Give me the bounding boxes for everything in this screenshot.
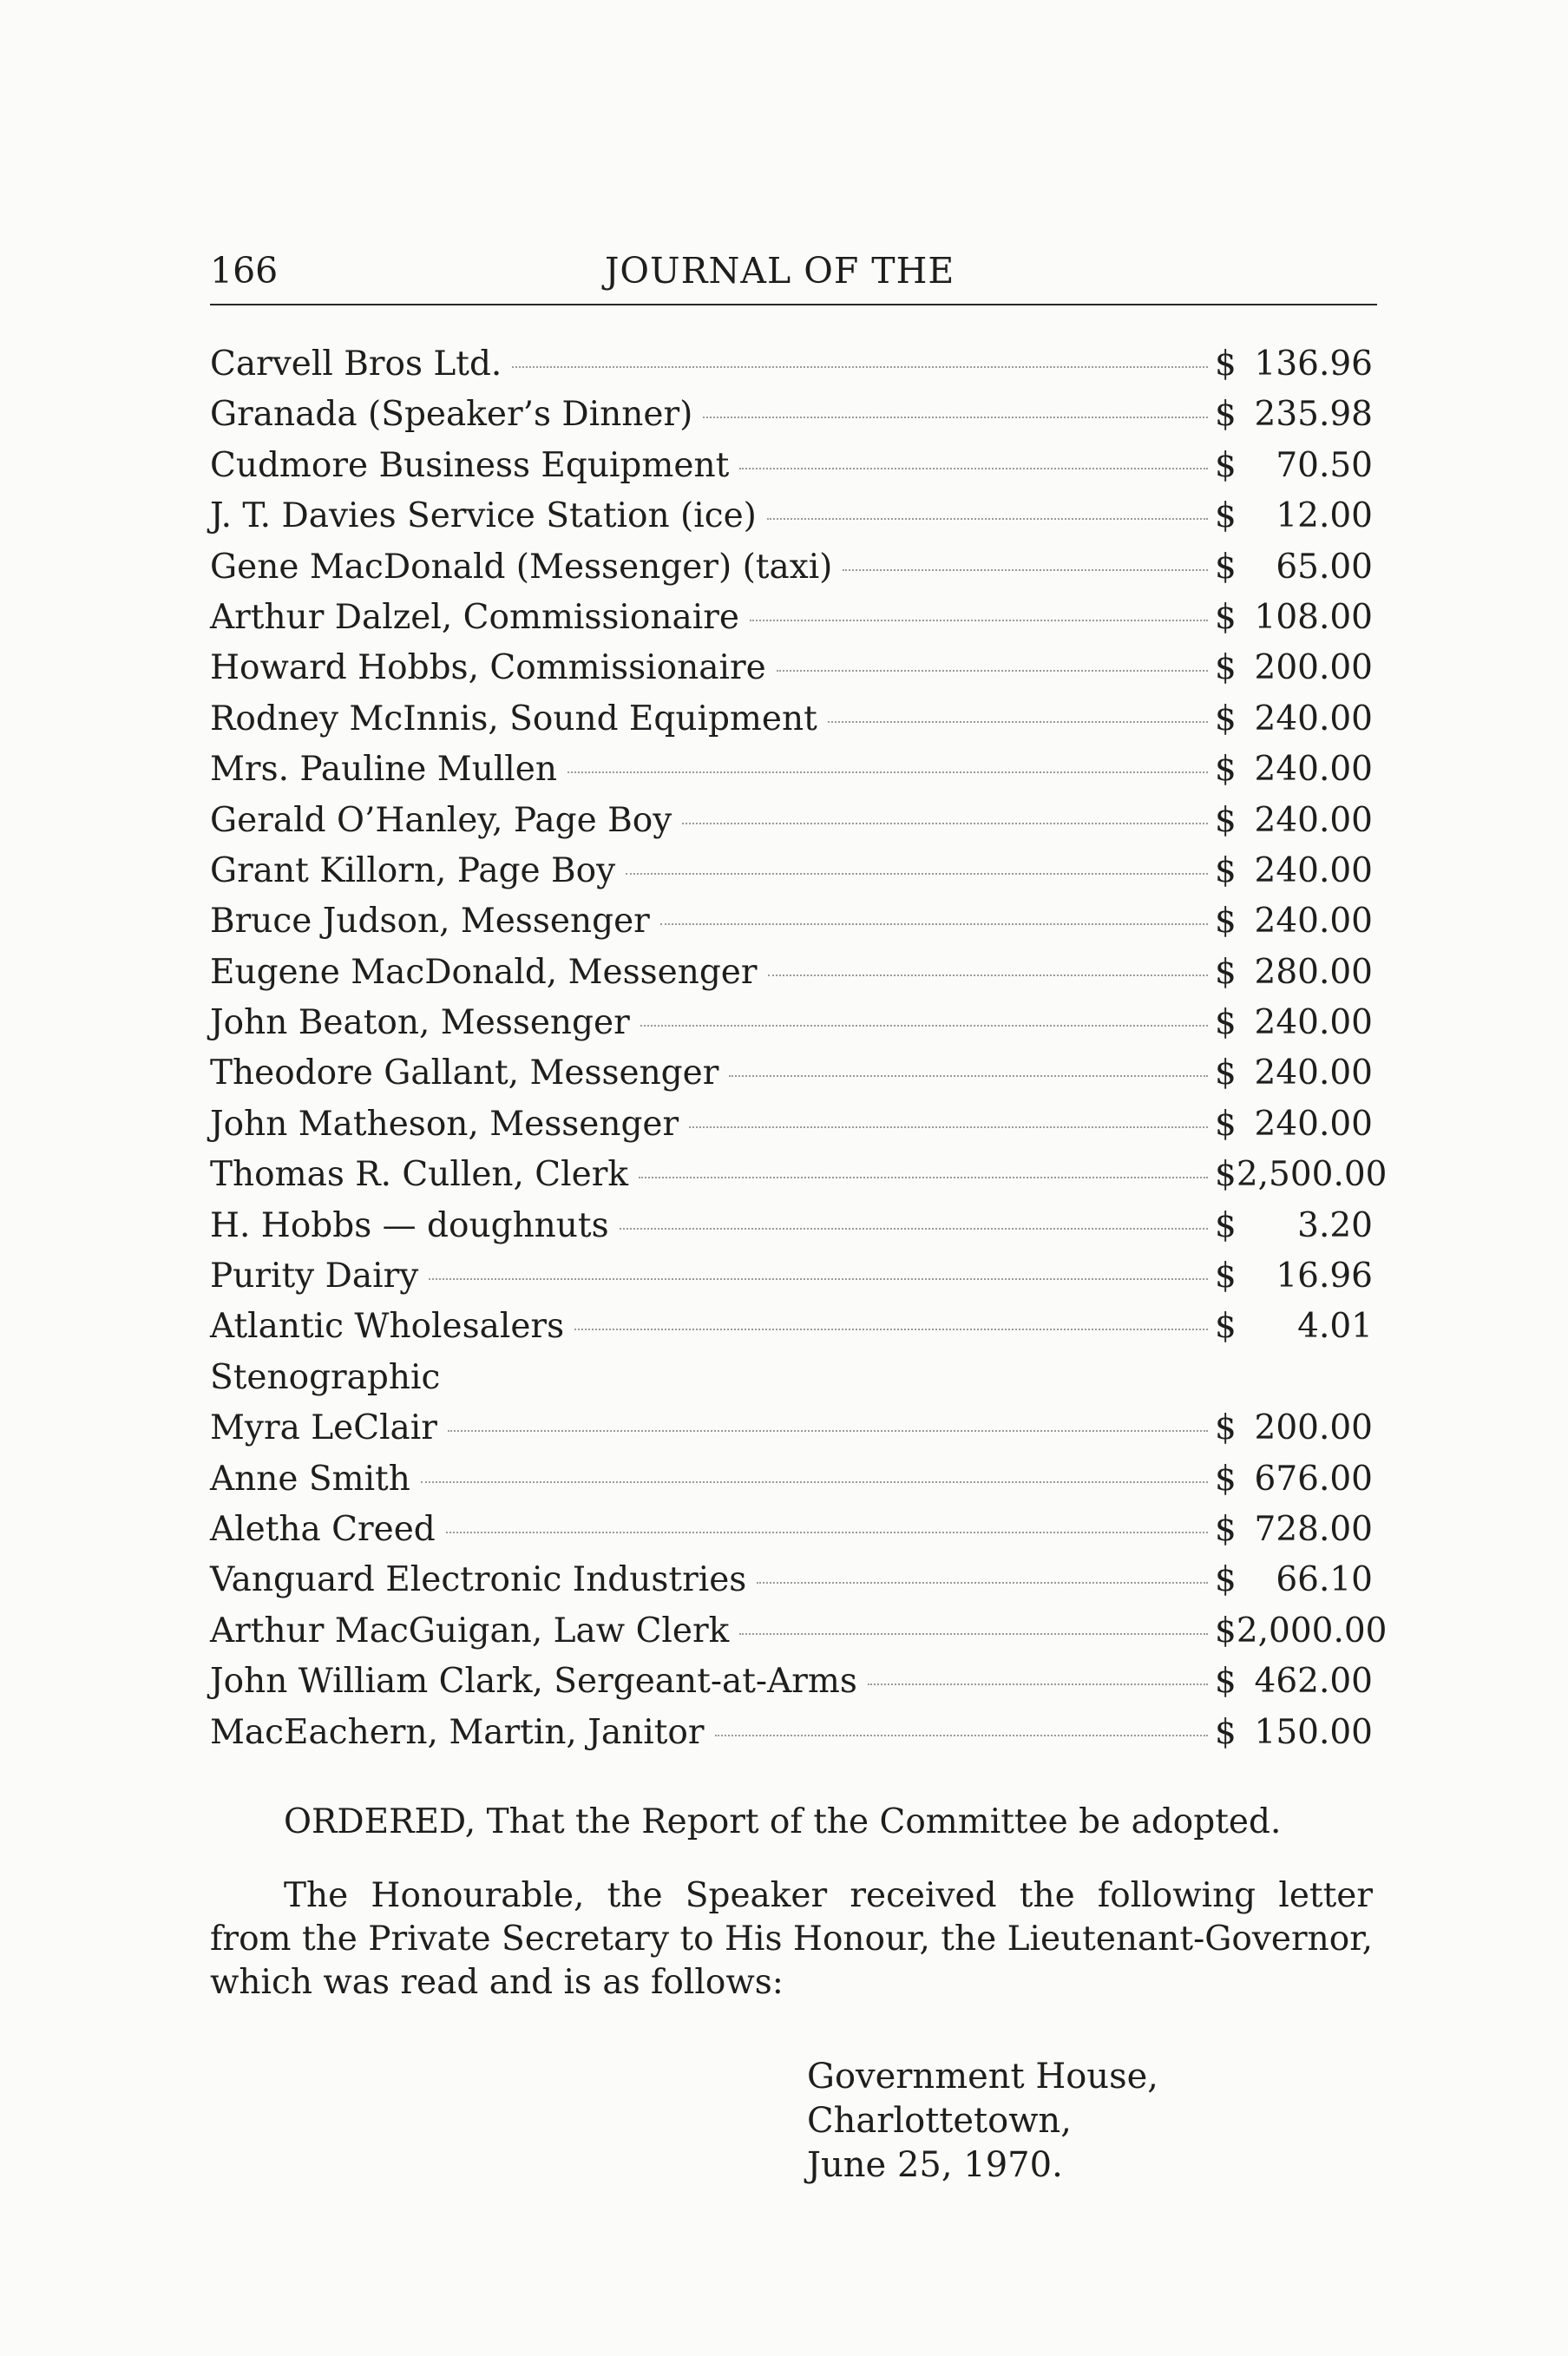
currency-symbol: $	[1215, 1560, 1237, 1600]
ledger-payee: Myra LeClair	[210, 1408, 437, 1448]
dot-leader	[828, 721, 1208, 723]
ledger-row	[210, 593, 1373, 643]
ledger-payee: Gerald O’Hanley, Page Boy	[210, 800, 672, 840]
amount-value: 240.00	[1254, 850, 1373, 890]
ledger-row	[210, 542, 1373, 593]
dot-leader	[703, 417, 1208, 418]
ledger-row	[210, 491, 1373, 541]
ledger-payee: Mrs. Pauline Mullen	[210, 750, 557, 790]
ledger-payee: John William Clark, Sergeant-at-Arms	[210, 1662, 857, 1702]
ledger-row	[210, 1099, 1373, 1150]
currency-symbol: $	[1215, 648, 1237, 688]
ledger-amount	[1215, 1201, 1373, 1251]
amount-value: 676.00	[1254, 1459, 1373, 1499]
currency-symbol: $	[1215, 1662, 1237, 1702]
ledger-payee: Carvell Bros Ltd.	[210, 345, 502, 384]
address-line: Government House,	[807, 2057, 1158, 2097]
ledger-row	[210, 1454, 1373, 1505]
currency-symbol: $	[1215, 1003, 1237, 1043]
ledger-amount	[1215, 593, 1373, 643]
dot-leader	[567, 771, 1208, 773]
ledger-row	[210, 390, 1373, 440]
currency-symbol: $	[1215, 1257, 1237, 1296]
ledger-section-heading	[210, 1353, 1373, 1403]
ledger-row	[210, 643, 1373, 693]
amount-value: 108.00	[1254, 597, 1373, 637]
currency-symbol: $	[1215, 800, 1237, 840]
ledger-amount	[1215, 796, 1373, 846]
dot-leader	[620, 1228, 1208, 1230]
dot-leader	[512, 366, 1208, 368]
ordered-statement: ORDERED, That the Report of the Committee be adopted.	[284, 1802, 1282, 1841]
ledger-payee: Gene MacDonald (Messenger) (taxi)	[210, 547, 833, 587]
ledger-payee: MacEachern, Martin, Janitor	[210, 1712, 705, 1752]
ledger-amount	[1215, 390, 1373, 440]
ledger-row	[210, 948, 1373, 998]
currency-symbol: $	[1215, 750, 1237, 790]
currency-symbol: $	[1215, 1611, 1237, 1651]
ledger-payee: John Matheson, Messenger	[210, 1104, 679, 1144]
currency-symbol: $	[1215, 952, 1237, 992]
dot-leader	[768, 975, 1208, 976]
amount-value: 240.00	[1254, 902, 1373, 942]
amount-value: 728.00	[1254, 1509, 1373, 1549]
dot-leader	[843, 569, 1208, 571]
letter-intro-paragraph	[210, 1874, 1373, 2005]
ledger-amount	[1215, 896, 1373, 947]
ledger-payee: Granada (Speaker’s Dinner)	[210, 395, 693, 435]
ledger-amount	[1215, 491, 1373, 541]
ledger-row	[210, 796, 1373, 846]
currency-symbol: $	[1215, 1509, 1237, 1549]
currency-symbol: $	[1215, 1408, 1237, 1448]
ledger-amount	[1215, 1150, 1388, 1200]
ledger-amount	[1215, 441, 1373, 491]
amount-value: 240.00	[1254, 800, 1373, 840]
ledger-row	[210, 1150, 1388, 1200]
ledger-row	[210, 998, 1373, 1048]
ledger-row	[210, 1251, 1373, 1302]
amount-value: 66.10	[1276, 1560, 1373, 1600]
ledger-payee: Purity Dairy	[210, 1257, 419, 1296]
amount-value: 240.00	[1254, 750, 1373, 790]
ledger-amount	[1215, 846, 1373, 896]
ledger-amount	[1215, 1048, 1373, 1099]
ledger-amount	[1215, 998, 1373, 1048]
ledger-payee: Anne Smith	[210, 1459, 410, 1499]
ledger-amount	[1215, 542, 1373, 593]
amount-value: 70.50	[1276, 445, 1373, 485]
ledger-payee: Aletha Creed	[210, 1509, 436, 1549]
amount-value: 240.00	[1254, 1053, 1373, 1093]
ledger-row	[210, 694, 1373, 745]
amount-value: 150.00	[1254, 1712, 1373, 1752]
currency-symbol: $	[1215, 345, 1237, 384]
ledger-amount	[1215, 1606, 1388, 1657]
running-title: JOURNAL OF THE	[605, 250, 955, 292]
amount-value: 462.00	[1254, 1662, 1373, 1702]
ledger-payee: Vanguard Electronic Industries	[210, 1560, 747, 1600]
dot-leader	[639, 1177, 1208, 1178]
ledger-amount	[1215, 948, 1373, 998]
ledger-amount	[1215, 1302, 1373, 1352]
ledger-row	[210, 1555, 1373, 1605]
ledger-amount	[1215, 1657, 1373, 1707]
currency-symbol: $	[1215, 1712, 1237, 1752]
page-number: 166	[210, 250, 279, 292]
ledger-payee: John Beaton, Messenger	[210, 1003, 630, 1043]
dot-leader	[640, 1025, 1208, 1027]
dot-leader	[868, 1683, 1208, 1685]
dot-leader	[757, 1582, 1208, 1584]
ledger-amount	[1215, 745, 1373, 795]
ledger-amount	[1215, 1454, 1373, 1505]
amount-value: 136.96	[1254, 345, 1373, 384]
ledger-amount	[1215, 1708, 1373, 1758]
amount-value: 16.96	[1276, 1257, 1373, 1296]
ledger-payee: Eugene MacDonald, Messenger	[210, 952, 758, 992]
currency-symbol: $	[1215, 902, 1237, 942]
amount-value: 4.01	[1297, 1307, 1373, 1347]
address-line: June 25, 1970.	[807, 2145, 1063, 2185]
ledger-amount	[1215, 1099, 1373, 1150]
dot-leader	[626, 873, 1208, 875]
dot-leader	[715, 1735, 1209, 1736]
currency-symbol: $	[1215, 496, 1237, 536]
ledger-amount	[1215, 1505, 1373, 1555]
amount-value: 235.98	[1254, 395, 1373, 435]
dot-leader	[446, 1532, 1208, 1533]
ledger-payee: Bruce Judson, Messenger	[210, 902, 650, 942]
ledger-row	[210, 846, 1373, 896]
ledger-payee: Theodore Gallant, Messenger	[210, 1053, 719, 1093]
ledger-payee: Thomas R. Cullen, Clerk	[210, 1155, 628, 1195]
dot-leader	[689, 1126, 1208, 1128]
amount-value: 12.00	[1276, 496, 1373, 536]
ledger-payee: Cudmore Business Equipment	[210, 445, 730, 485]
ledger-row	[210, 441, 1373, 491]
ledger-payee: Arthur Dalzel, Commissionaire	[210, 597, 739, 637]
currency-symbol: $	[1215, 445, 1237, 485]
ledger-payee: Stenographic	[210, 1357, 441, 1397]
page-header	[210, 245, 1377, 297]
currency-symbol: $	[1215, 699, 1237, 738]
currency-symbol: $	[1215, 597, 1237, 637]
dot-leader	[448, 1430, 1208, 1432]
ledger-row	[210, 1403, 1373, 1454]
dot-leader	[777, 670, 1208, 672]
currency-symbol: $	[1215, 547, 1237, 587]
ledger-row	[210, 1606, 1388, 1657]
ledger-amount	[1215, 339, 1373, 390]
ledger-amount	[1215, 1403, 1373, 1454]
dot-leader	[739, 1633, 1208, 1635]
dot-leader	[574, 1329, 1208, 1330]
amount-value: 2,500.00	[1236, 1155, 1388, 1195]
ledger-payee: Rodney McInnis, Sound Equipment	[210, 699, 817, 738]
dot-leader	[421, 1481, 1208, 1483]
currency-symbol: $	[1215, 850, 1237, 890]
ledger-amount	[1215, 1251, 1373, 1302]
dot-leader	[729, 1075, 1208, 1077]
currency-symbol: $	[1215, 1307, 1237, 1347]
dot-leader	[739, 468, 1208, 469]
ledger-row	[210, 339, 1373, 390]
amount-value: 240.00	[1254, 699, 1373, 738]
amount-value: 200.00	[1254, 1408, 1373, 1448]
ledger-row	[210, 1302, 1373, 1352]
ledger-amount	[1215, 643, 1373, 693]
ledger-row	[210, 1505, 1373, 1555]
ledger-payee: Grant Killorn, Page Boy	[210, 850, 616, 890]
ledger-row	[210, 1048, 1373, 1099]
amount-value: 2,000.00	[1236, 1611, 1388, 1651]
currency-symbol: $	[1215, 1155, 1237, 1195]
ledger-row	[210, 1708, 1373, 1758]
dot-leader	[429, 1278, 1208, 1280]
address-line: Charlottetown,	[807, 2101, 1072, 2141]
ledger-payee: Arthur MacGuigan, Law Clerk	[210, 1611, 730, 1651]
dot-leader	[682, 823, 1208, 824]
ledger-amount	[1215, 694, 1373, 745]
currency-symbol: $	[1215, 1053, 1237, 1093]
currency-symbol: $	[1215, 1459, 1237, 1499]
ledger-payee: Howard Hobbs, Commissionaire	[210, 648, 766, 688]
ledger-row	[210, 745, 1373, 795]
amount-value: 65.00	[1276, 547, 1373, 587]
header-rule	[210, 304, 1377, 305]
dot-leader	[660, 923, 1208, 925]
currency-symbol: $	[1215, 1104, 1237, 1144]
amount-value: 240.00	[1254, 1003, 1373, 1043]
expense-ledger	[210, 339, 1388, 1758]
ledger-payee: J. T. Davies Service Station (ice)	[210, 496, 757, 536]
ledger-row	[210, 896, 1373, 947]
dot-leader	[750, 620, 1208, 621]
dot-leader	[767, 518, 1208, 520]
ledger-row	[210, 1657, 1373, 1707]
currency-symbol: $	[1215, 395, 1237, 435]
ledger-row	[210, 1201, 1373, 1251]
letter-address-block	[807, 2055, 1158, 2188]
ledger-payee: H. Hobbs — doughnuts	[210, 1205, 609, 1245]
ledger-payee: Atlantic Wholesalers	[210, 1307, 565, 1347]
letter-intro-text: The Honourable, the Speaker received the following letter from the Private Secretary to His Honour, the Lieutenant-Governor, which was read and is as follows:	[210, 1876, 1373, 2002]
amount-value: 3.20	[1297, 1205, 1373, 1245]
amount-value: 280.00	[1254, 952, 1373, 992]
amount-value: 200.00	[1254, 648, 1373, 688]
amount-value: 240.00	[1254, 1104, 1373, 1144]
currency-symbol: $	[1215, 1205, 1237, 1245]
ledger-amount	[1215, 1555, 1373, 1605]
